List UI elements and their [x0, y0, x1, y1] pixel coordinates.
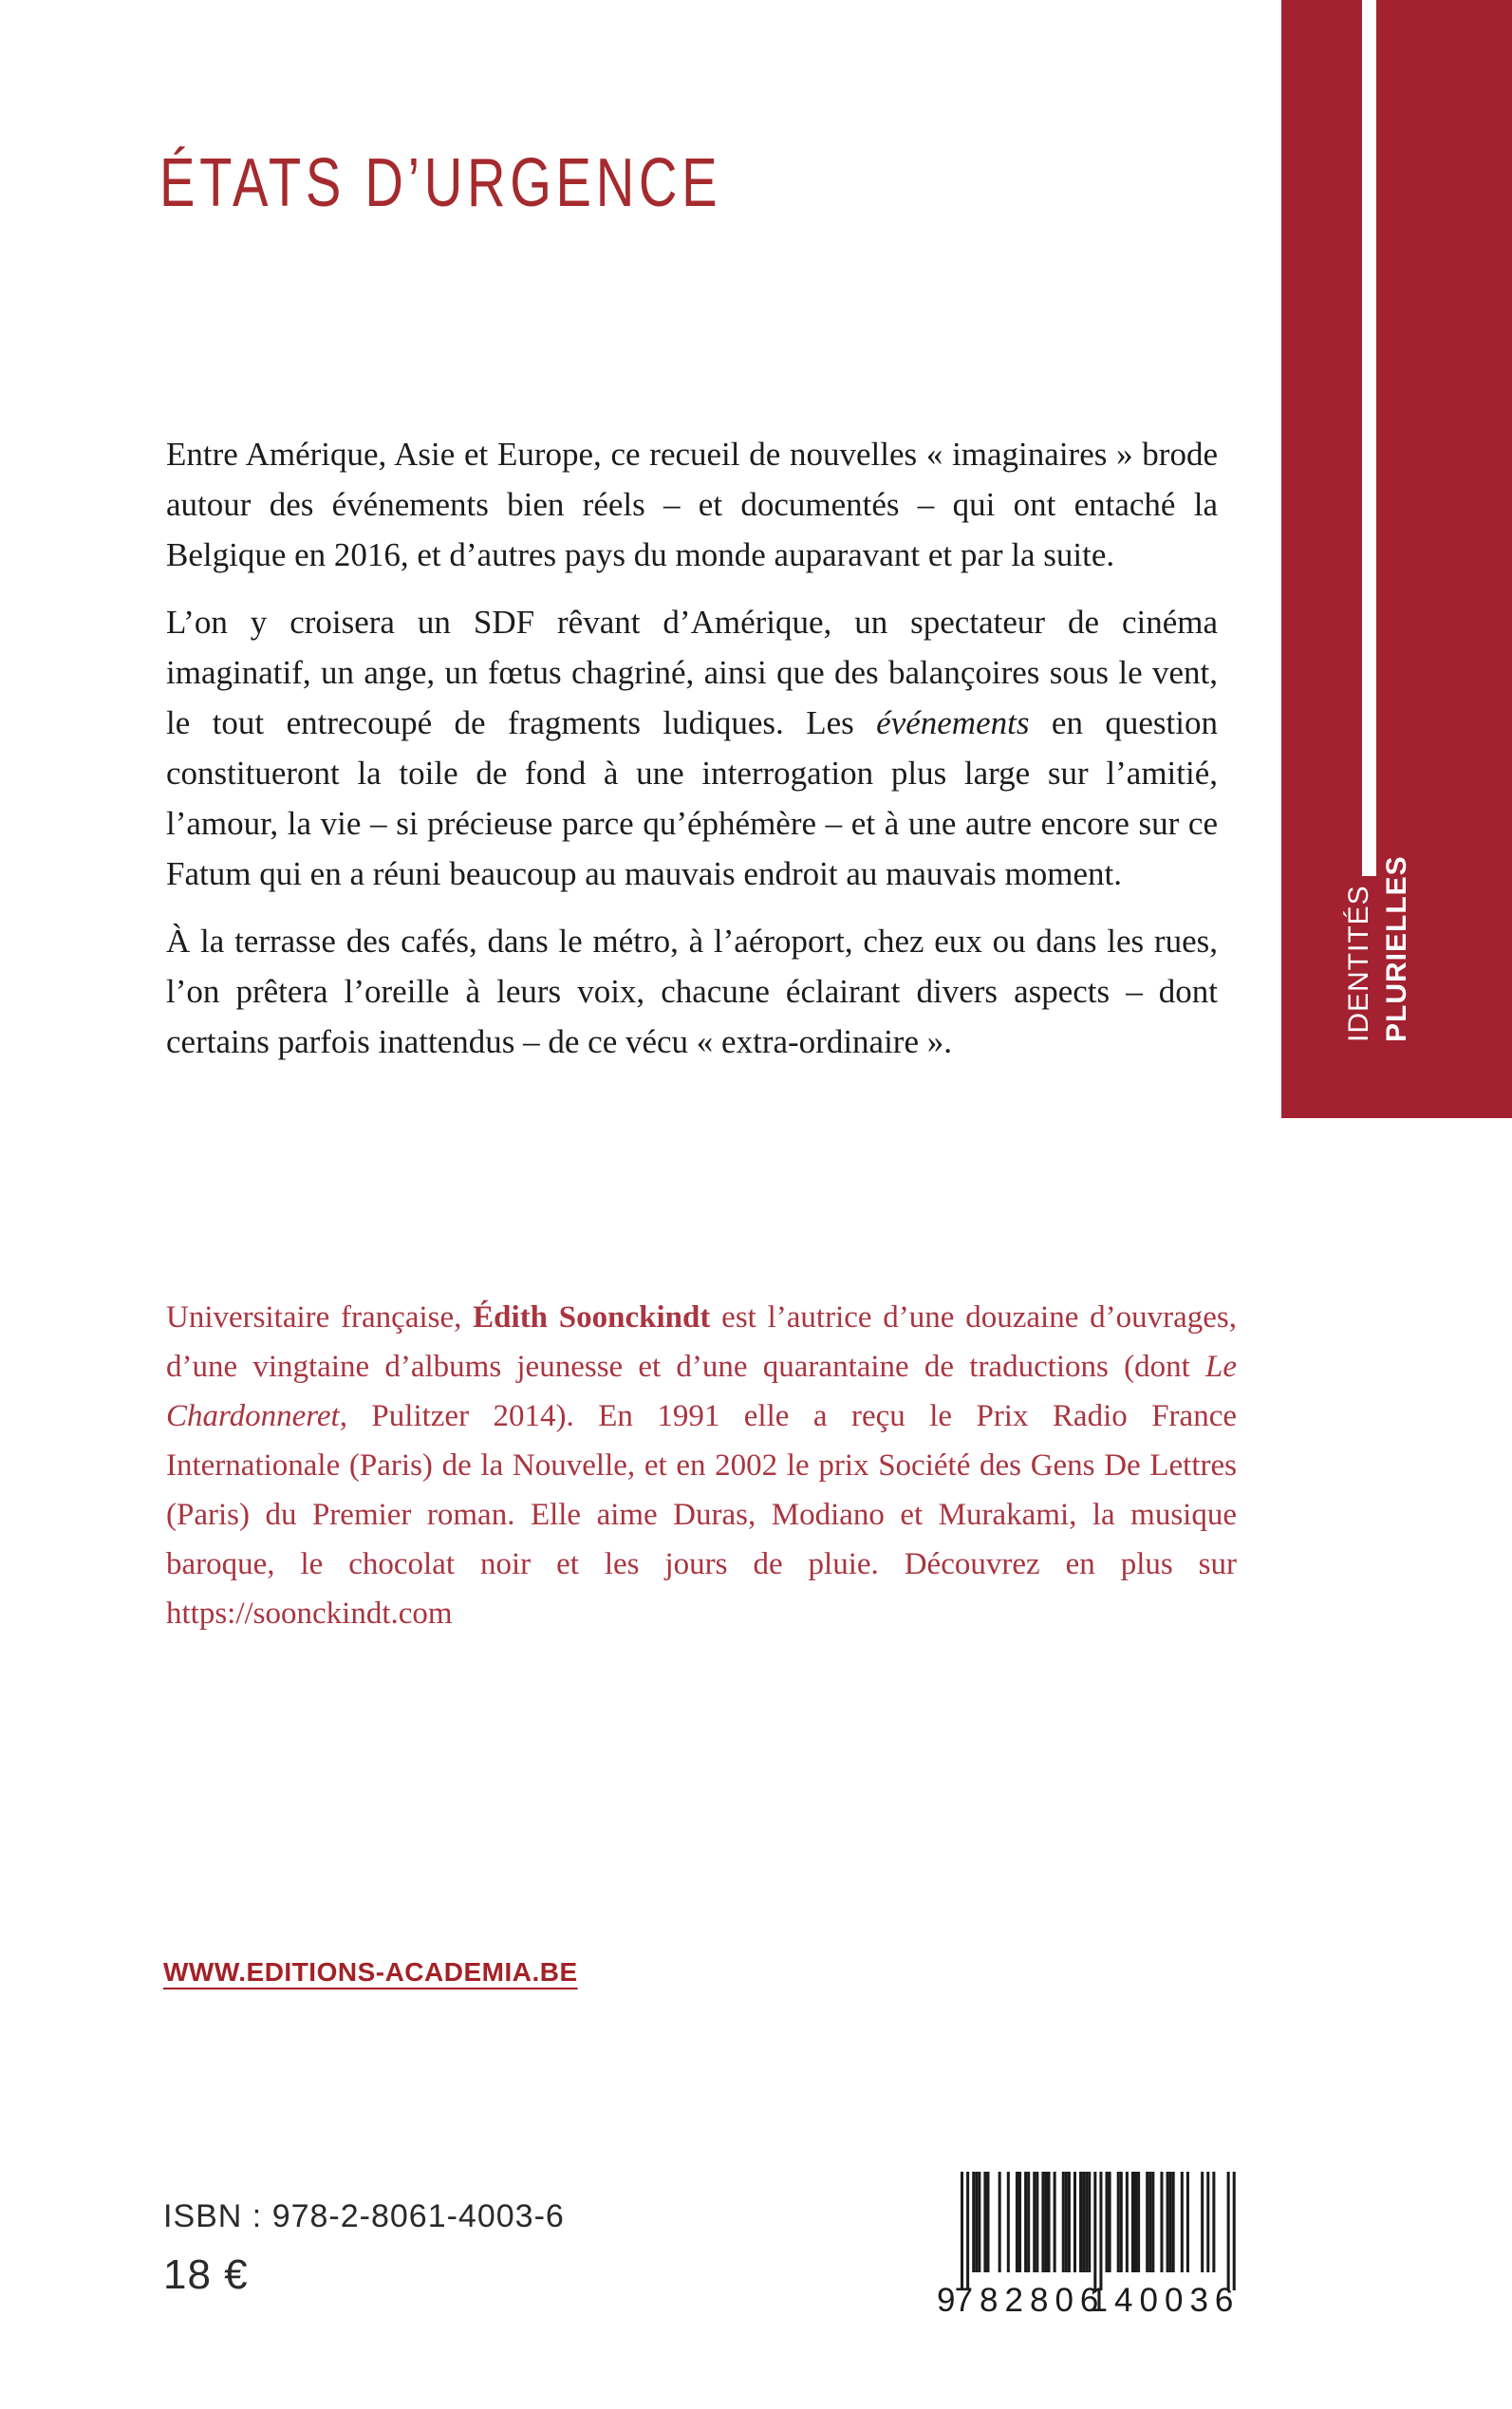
author-bio: Universitaire française, Édith Soonckindt est l’autrice d’une douzaine d’ouvrages, d’une vingtaine d’albums jeunesse et d’une quarantaine de traductions (dont Le Chardonneret, Pulitzer 2014). En 1991 elle a reçu le Prix Radio France Internationale (Paris) de la Nouvelle, et en 2002 le prix Société des Gens De Lettres (Paris) du Premier roman. Elle aime Duras, Modiano et Murakami, la musique baroque, le chocolat noir et les jours de pluie. Découvrez en plus sur https://soonckindt.com	[166, 1300, 1237, 1631]
barcode	[935, 2172, 1258, 2316]
price-text: 18 €	[163, 2251, 249, 2298]
barcode-image	[935, 2172, 1258, 2316]
synopsis	[166, 429, 1218, 1084]
collection-band	[1281, 0, 1512, 1118]
book-title: ÉTATS D’URGENCE	[159, 145, 722, 221]
collection-stripe	[1362, 0, 1376, 876]
isbn-text: ISBN : 978-2-8061-4003-6	[163, 2198, 565, 2234]
collection-name-line1: IDENTITÉS	[1343, 885, 1374, 1042]
barcode-digits-left-group: 782806	[954, 2282, 1106, 2316]
barcode-digit-leading: 9	[937, 2282, 962, 2316]
synopsis-paragraph-1: Entre Amérique, Asie et Europe, ce recueil de nouvelles « imaginaires » brode autour des événements bien réels – et documentés – qui ont entaché la Belgique en 2016, et d’autres pays du monde auparavant et par la suite.	[166, 436, 1218, 573]
synopsis-paragraph-3: À la terrasse des cafés, dans le métro, à l’aéroport, chez eux ou dans les rues, l’on prêtera l’oreille à leurs voix, chacune éclairant divers aspects – dont certains parfois inattendus – de ce vécu « extra-ordinaire ».	[166, 923, 1218, 1060]
barcode-digits-right-group: 140036	[1089, 2282, 1241, 2316]
collection-name-line2: PLURIELLES	[1381, 855, 1412, 1042]
collection-name	[1340, 855, 1416, 1042]
publisher-website-link[interactable]: WWW.EDITIONS-ACADEMIA.BE	[163, 1957, 578, 1987]
synopsis-paragraph-2: L’on y croisera un SDF rêvant d’Amérique, un spectateur de cinéma imaginatif, un ange, un fœtus chagriné, ainsi que des balançoires sous le vent, le tout entrecoupé de fragments ludiques. Les événements en question constitueront la toile de fond à une interrogation plus large sur l’amitié, l’amour, la vie – si précieuse parce qu’éphémère – et à une autre encore sur ce Fatum qui en a réuni beaucoup au mauvais endroit au mauvais moment.	[166, 604, 1218, 892]
